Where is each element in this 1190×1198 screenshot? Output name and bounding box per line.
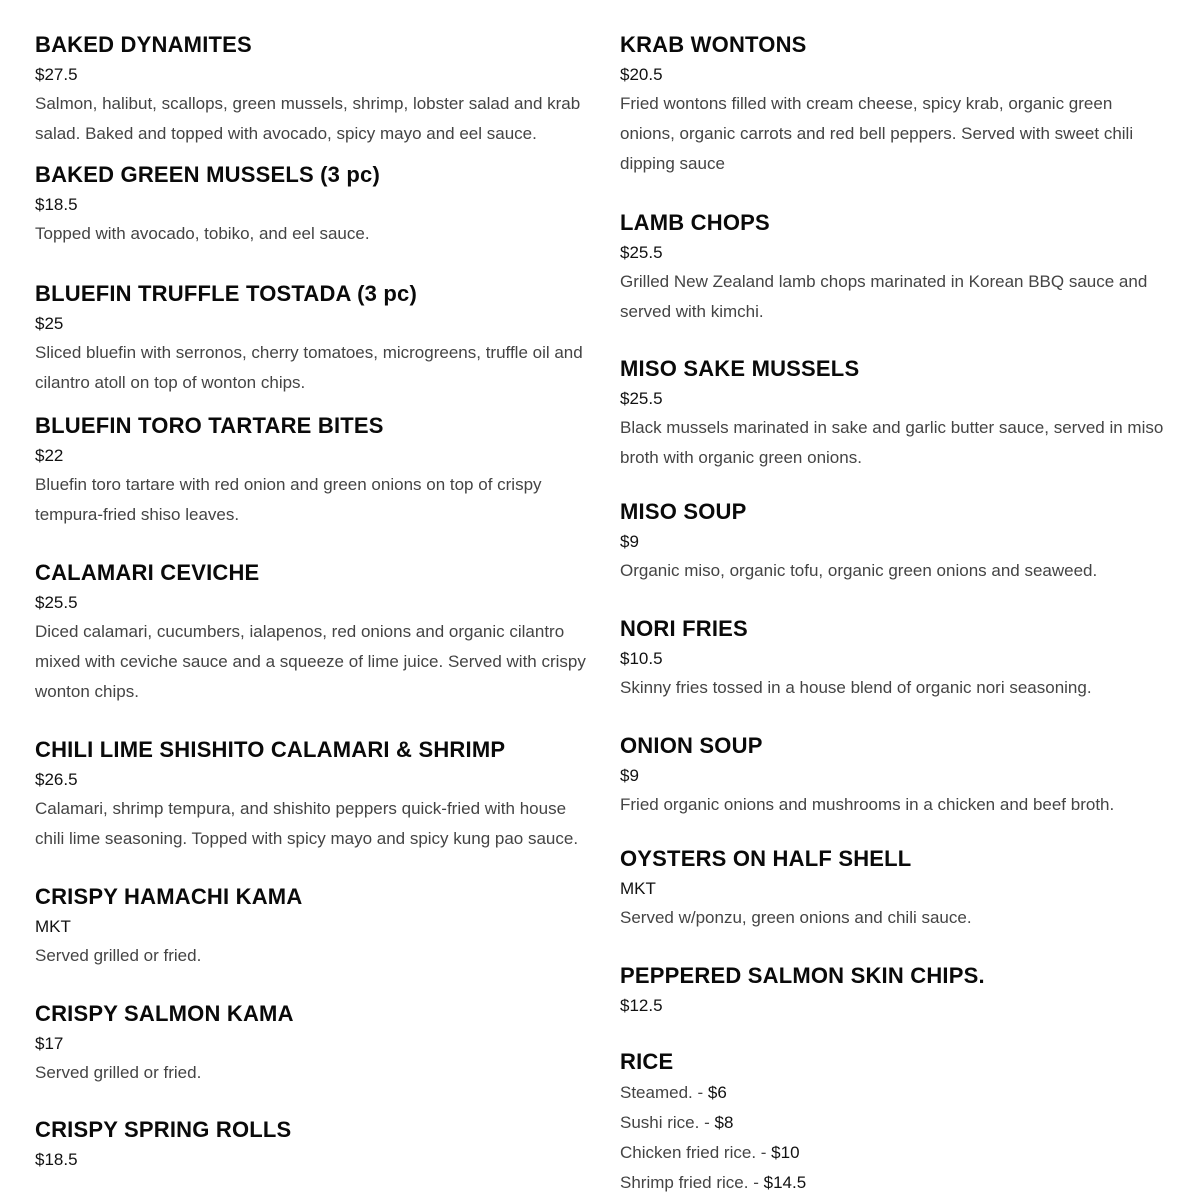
- item-price: MKT: [35, 917, 71, 936]
- rice-options: [620, 1078, 1170, 1198]
- menu-item: [620, 616, 1170, 703]
- item-description: Served grilled or fried.: [35, 1063, 202, 1082]
- item-name: BLUEFIN TRUFFLE TOSTADA (3 pc): [35, 281, 418, 306]
- menu-item: [35, 162, 595, 249]
- item-name: MISO SOUP: [620, 499, 747, 524]
- item-price: $25.5: [35, 593, 78, 612]
- item-description: Grilled New Zealand lamb chops marinated in Korean BBQ sauce and served with kimchi.: [620, 272, 1148, 321]
- item-description: Calamari, shrimp tempura, and shishito peppers quick-fried with house chili lime seasoning. Topped with spicy mayo and spicy kung pao sauce.: [35, 799, 579, 848]
- rice-option: Steamed. - $6: [620, 1083, 727, 1102]
- item-name: CRISPY SPRING ROLLS: [35, 1117, 292, 1142]
- item-name: LAMB CHOPS: [620, 210, 770, 235]
- item-price: $9: [620, 532, 639, 551]
- menu-item: [35, 32, 595, 149]
- item-name: MISO SAKE MUSSELS: [620, 356, 860, 381]
- item-name: RICE: [620, 1049, 674, 1074]
- item-name: CRISPY SALMON KAMA: [35, 1001, 294, 1026]
- rice-option: Sushi rice. - $8: [620, 1113, 734, 1132]
- menu-item: [35, 560, 595, 707]
- item-name: CRISPY HAMACHI KAMA: [35, 884, 303, 909]
- item-description: Black mussels marinated in sake and garlic butter sauce, served in miso broth with organic green onions.: [620, 418, 1164, 467]
- item-name: BLUEFIN TORO TARTARE BITES: [35, 413, 384, 438]
- item-name: BAKED GREEN MUSSELS (3 pc): [35, 162, 381, 187]
- menu-item: [35, 1001, 595, 1088]
- item-name: OYSTERS ON HALF SHELL: [620, 846, 912, 871]
- item-name: KRAB WONTONS: [620, 32, 807, 57]
- item-price: $25: [35, 314, 64, 333]
- menu-item: [35, 884, 595, 971]
- item-name: ONION SOUP: [620, 733, 763, 758]
- item-price: $18.5: [35, 1150, 78, 1169]
- item-name: PEPPERED SALMON SKIN CHIPS.: [620, 963, 985, 988]
- item-description: Served grilled or fried.: [35, 946, 202, 965]
- item-price: $26.5: [35, 770, 78, 789]
- item-description: Diced calamari, cucumbers, ialapenos, red onions and organic cilantro mixed with ceviche sauce and a squeeze of lime juice. Served with crispy wonton chips.: [35, 622, 586, 701]
- item-price: $12.5: [620, 996, 663, 1015]
- item-price: $17: [35, 1034, 64, 1053]
- rice-option: Chicken fried rice. - $10: [620, 1143, 800, 1162]
- rice-option: Shrimp fried rice. - $14.5: [620, 1173, 807, 1192]
- item-price: MKT: [620, 879, 656, 898]
- menu-item: [620, 733, 1170, 820]
- menu-item: [35, 413, 595, 530]
- item-description: Served w/ponzu, green onions and chili sauce.: [620, 908, 972, 927]
- menu-item: [35, 1117, 595, 1174]
- item-price: $25.5: [620, 243, 663, 262]
- item-price: $18.5: [35, 195, 78, 214]
- item-price: $20.5: [620, 65, 663, 84]
- item-name: BAKED DYNAMITES: [35, 32, 252, 57]
- item-description: Topped with avocado, tobiko, and eel sauce.: [35, 224, 370, 243]
- item-name: CALAMARI CEVICHE: [35, 560, 260, 585]
- item-description: Sliced bluefin with serronos, cherry tomatoes, microgreens, truffle oil and cilantro atoll on top of wonton chips.: [35, 343, 583, 392]
- item-name: NORI FRIES: [620, 616, 748, 641]
- menu-item: [35, 737, 595, 854]
- item-description: Skinny fries tossed in a house blend of organic nori seasoning.: [620, 678, 1092, 697]
- menu-item: [35, 281, 595, 398]
- menu-item: [620, 963, 1170, 1020]
- item-name: CHILI LIME SHISHITO CALAMARI & SHRIMP: [35, 737, 506, 762]
- item-description: Fried wontons filled with cream cheese, spicy krab, organic green onions, organic carrots and red bell peppers. Served with sweet chili dipping sauce: [620, 94, 1134, 173]
- item-description: Salmon, halibut, scallops, green mussels, shrimp, lobster salad and krab salad. Baked and topped with avocado, spicy mayo and eel sauce.: [35, 94, 581, 143]
- menu-item: [620, 499, 1170, 586]
- item-price: $22: [35, 446, 64, 465]
- item-price: $10.5: [620, 649, 663, 668]
- menu-item: [620, 210, 1170, 327]
- menu-item: [620, 356, 1170, 473]
- item-price: $9: [620, 766, 639, 785]
- menu-item: [620, 32, 1170, 179]
- item-description: Fried organic onions and mushrooms in a chicken and beef broth.: [620, 795, 1115, 814]
- menu-item: [620, 846, 1170, 933]
- item-price: $25.5: [620, 389, 663, 408]
- menu-item-rice: [620, 1049, 1170, 1198]
- item-description: Bluefin toro tartare with red onion and green onions on top of crispy tempura-fried shiso leaves.: [35, 475, 542, 524]
- item-description: Organic miso, organic tofu, organic green onions and seaweed.: [620, 561, 1098, 580]
- item-price: $27.5: [35, 65, 78, 84]
